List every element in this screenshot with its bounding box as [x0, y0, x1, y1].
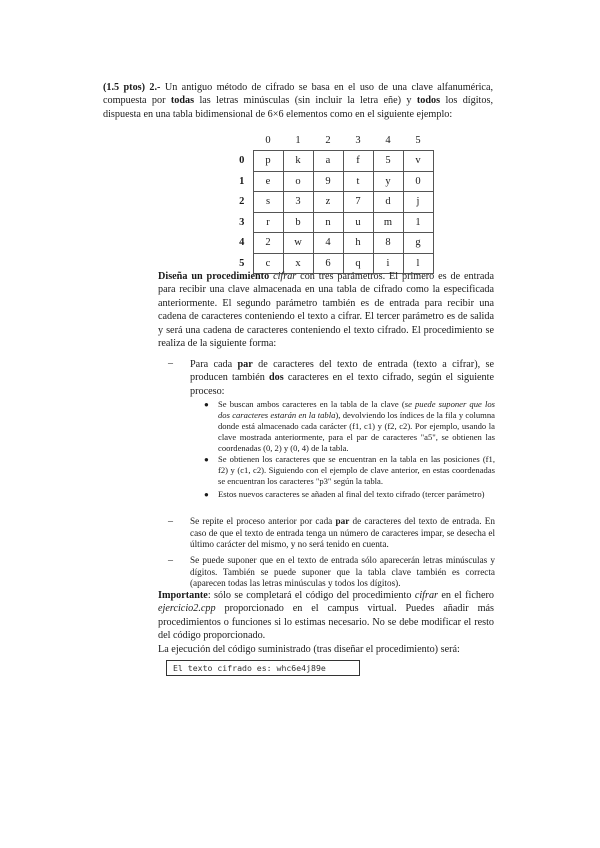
table-cell: e: [253, 171, 283, 192]
table-cell: i: [373, 253, 403, 274]
bullet-item-append: [218, 489, 495, 500]
col-header: 3: [355, 134, 361, 146]
important-proc: cifrar: [414, 590, 439, 601]
bullet-marker: ●: [204, 400, 209, 409]
dash-marker: –: [168, 555, 173, 566]
bullet-marker: ●: [204, 490, 209, 499]
table-cell: u: [343, 212, 373, 233]
row-header: 2: [239, 196, 245, 208]
important-label: Importante: [158, 590, 208, 601]
col-header: 5: [415, 134, 421, 146]
table-cell: o: [283, 171, 313, 192]
table-cell: f: [343, 151, 373, 172]
table-cell: b: [283, 212, 313, 233]
console-output: El texto cifrado es: whc6e4j89e: [166, 660, 360, 676]
table-cell: t: [343, 171, 373, 192]
table-cell: q: [343, 253, 373, 274]
dash2-par: par: [335, 516, 350, 526]
table-cell: 8: [373, 233, 403, 254]
table-cell: n: [313, 212, 343, 233]
bullet1-text-b: ), devolviendo los índices de la fila y columna donde está almacenado cada carácter (f1, c1) y (f2, c2). Por ejemplo, usando la clave mostrada anteriormente, para el par de caracteres "a5", se obtienen las coordenadas (0, 2) y (0, 4) de la tabla.: [218, 410, 495, 453]
design-lead: Diseña un procedimiento: [158, 271, 274, 282]
dash1-text-b: de caracteres del texto de entrada (texto a cifrar), se producen también: [190, 359, 495, 384]
bullet3-text: Estos nuevos caracteres se añaden al final del texto cifrado (tercer parámetro): [218, 489, 485, 499]
exercise-header: [103, 81, 493, 121]
table-cell: 3: [283, 192, 313, 213]
cipher-row: [231, 151, 433, 172]
table-cell: 2: [253, 233, 283, 254]
intro-text-b: las letras minúsculas (sin incluir la letra eñe) y: [194, 95, 417, 107]
table-cell: 5: [373, 151, 403, 172]
table-cell: a: [313, 151, 343, 172]
dash-item-assume: [190, 555, 495, 590]
intro-todos: todos: [416, 95, 441, 107]
cipher-row: [231, 171, 433, 192]
cipher-row: [231, 212, 433, 233]
dash2-text-a: Se repite el proceso anterior por cada: [190, 516, 336, 526]
intro-todas: todas: [170, 95, 195, 107]
design-paragraph: [158, 270, 494, 350]
table-cell: s: [253, 192, 283, 213]
table-cell: w: [283, 233, 313, 254]
col-header: 1: [295, 134, 301, 146]
table-cell: x: [283, 253, 313, 274]
table-cell: 7: [343, 192, 373, 213]
bullet-marker: ●: [204, 455, 209, 464]
col-header: 0: [265, 134, 271, 146]
table-cell: m: [373, 212, 403, 233]
table-cell: h: [343, 233, 373, 254]
cipher-row: [231, 192, 433, 213]
important-text-c: proporcionado en el campus virtual. Puedes añadir más procedimientos o funciones si lo estimas necesario. No se debe modificar el resto del código proporcionado.: [158, 603, 494, 642]
table-cell: p: [253, 151, 283, 172]
table-cell: j: [403, 192, 433, 213]
bullet-item-search: [218, 399, 495, 454]
important-text-a: : sólo se completará el código del procedimiento: [207, 590, 415, 601]
dash3-text: Se puede suponer que en el texto de entrada sólo aparecerán letras minúsculas y dígitos. También se puede suponer que la tabla clave también es correcta (aparecen todas las letras minúsculas y todos los dígitos).: [190, 555, 495, 589]
design-text: con tres parámetros. El primero es de entrada para recibir una clave almacenada en una tabla de cifrado como la especificada anteriormente. El segundo parámetro también es de entrada para recibir una cadena de caracteres conteniendo el texto a cifrar. El tercer parámetro es de salida y será una cadena de caracteres conteniendo el texto cifrado. El procedimiento se realiza de la siguiente forma:: [158, 271, 494, 350]
dash1-par: par: [237, 359, 253, 370]
table-cell: c: [253, 253, 283, 274]
row-header: 3: [239, 216, 245, 228]
dash1-text-c: caracteres en el texto cifrado, según el siguiente proceso:: [190, 372, 494, 397]
table-cell: 0: [403, 171, 433, 192]
dash-marker: –: [168, 358, 173, 369]
points-label: (1.5 ptos): [103, 82, 146, 93]
design-proc-name: cifrar: [273, 271, 297, 282]
dash2-text-b: de caracteres del texto de entrada. En caso de que el texto de entrada tenga un número de caracteres impar, se desecha el último carácter del mismo, y no será tenido en cuenta.: [190, 516, 495, 550]
table-cell: d: [373, 192, 403, 213]
dash1-text-a: Para cada: [190, 359, 238, 370]
row-header: 4: [239, 237, 245, 249]
execution-text: La ejecución del código suministrado (tras diseñar el procedimiento) será:: [158, 644, 460, 655]
table-cell: 1: [403, 212, 433, 233]
dash-marker: –: [168, 516, 173, 527]
bullet1-italic: se puede suponer que los dos caracteres estarán en la tabla: [218, 399, 495, 420]
table-cell: k: [283, 151, 313, 172]
cipher-header-row: [231, 130, 433, 151]
dash-item-pairs: [190, 358, 494, 398]
row-header: 1: [239, 175, 245, 187]
row-header: 0: [239, 155, 245, 167]
dash-item-repeat: [190, 516, 495, 551]
intro-text-a: Un antiguo método de cifrado se basa en el uso de una clave alfanumérica, compuesta por: [103, 82, 494, 107]
table-cell: l: [403, 253, 433, 274]
table-cell: g: [403, 233, 433, 254]
important-paragraph: [158, 589, 494, 643]
bullet1-text-a: Se buscan ambos caracteres en la tabla de la clave (: [218, 399, 405, 409]
bullet2-text: Se obtienen los caracteres que se encuentran en la tabla en las posiciones (f1, f2) y (c1, c2). Siguiendo con el ejemplo de clave anterior, en estas coordenadas se encuentran los caracteres "p3" según la tabla.: [218, 454, 495, 486]
table-cell: z: [313, 192, 343, 213]
intro-text-c: los dígitos, dispuesta en una tabla bidimensional de 6×6 elementos como en el siguiente ejemplo:: [103, 95, 493, 120]
table-cell: 6: [313, 253, 343, 274]
row-header: 5: [239, 257, 245, 269]
important-file: ejercicio2.cpp: [158, 603, 216, 615]
cipher-row: [231, 233, 433, 254]
col-header: 2: [325, 134, 331, 146]
table-cell: v: [403, 151, 433, 172]
cipher-table-wrapper: [231, 130, 434, 274]
table-cell: r: [253, 212, 283, 233]
table-cell: y: [373, 171, 403, 192]
cipher-table: [231, 130, 434, 274]
important-text-b: en el fichero: [438, 590, 494, 601]
exercise-number: 2.-: [149, 82, 161, 93]
table-cell: 4: [313, 233, 343, 254]
table-cell: 9: [313, 171, 343, 192]
dash1-dos: dos: [268, 372, 284, 384]
bullet-item-obtain: [218, 454, 495, 487]
col-header: 4: [385, 134, 391, 146]
